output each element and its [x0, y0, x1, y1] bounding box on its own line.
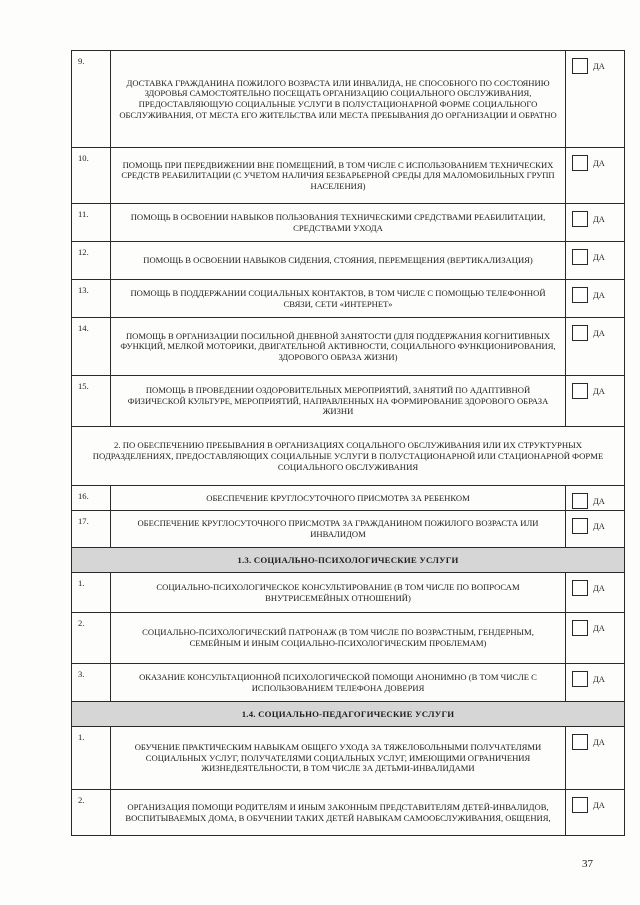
service-description: ПОМОЩЬ В ОСВОЕНИИ НАВЫКОВ СИДЕНИЯ, СТОЯНИЯ, ПЕРЕМЕЩЕНИЯ (ВЕРТИКАЛИЗАЦИЯ): [111, 242, 566, 280]
table-row: [72, 573, 625, 613]
service-description: ПОМОЩЬ В ПРОВЕДЕНИИ ОЗДОРОВИТЕЛЬНЫХ МЕРОПРИЯТИЙ, ЗАНЯТИЙ ПО АДАПТИВНОЙ ФИЗИЧЕСКОЙ КУЛЬТУРЕ, МЕРОПРИЯТИЙ, НАПРАВЛЕННЫХ НА ФОРМИРОВАНИЕ ЗДОРОВОГО ОБРАЗА ЖИЗНИ: [111, 376, 566, 427]
yes-option[interactable]: [566, 790, 625, 836]
yes-checkbox[interactable]: [572, 287, 588, 303]
row-number: 13.: [72, 280, 111, 318]
yes-checkbox[interactable]: [572, 620, 588, 636]
row-number: 17.: [72, 511, 111, 548]
yes-option[interactable]: [566, 376, 625, 427]
table-row: [72, 727, 625, 790]
yes-checkbox[interactable]: [572, 580, 588, 596]
row-number: 14.: [72, 318, 111, 376]
service-description: ПОМОЩЬ ПРИ ПЕРЕДВИЖЕНИИ ВНЕ ПОМЕЩЕНИЙ, В ТОМ ЧИСЛЕ С ИСПОЛЬЗОВАНИЕМ ТЕХНИЧЕСКИХ СРЕДСТВ РЕАБИЛИТАЦИИ (С УЧЕТОМ НАЛИЧИЯ БЕЗБАРЬЕРНОЙ СРЕДЫ ДЛЯ МАЛОМОБИЛЬНЫХ ГРУПП НАСЕЛЕНИЯ): [111, 148, 566, 204]
table-row: [72, 511, 625, 548]
yes-checkbox-label: ДА: [593, 800, 605, 810]
yes-checkbox-label: ДА: [593, 623, 605, 633]
yes-checkbox-label: ДА: [593, 328, 605, 338]
yes-checkbox[interactable]: [572, 211, 588, 227]
row-number: 16.: [72, 486, 111, 511]
yes-checkbox-label: ДА: [593, 674, 605, 684]
row-number: 1.: [72, 573, 111, 613]
yes-checkbox[interactable]: [572, 734, 588, 750]
subsection-heading: 2. ПО ОБЕСПЕЧЕНИЮ ПРЕБЫВАНИЯ В ОРГАНИЗАЦИЯХ СОЦАЛЬНОГО ОБСЛУЖИВАНИЯ ИЛИ ИХ СТРУКТУРНЫХ ПОДРАЗДЕЛЕНИЯХ, ПРЕДОСТАВЛЯЮЩИХ СОЦИАЛЬНЫЕ УСЛУГИ В ПОЛУСТАЦИОНАРНОЙ ИЛИ СТАЦИОНАРНОЙ ФОРМЕ СОЦИАЛЬНОГО ОБСЛУЖИВАНИЯ: [72, 427, 625, 486]
yes-checkbox[interactable]: [572, 383, 588, 399]
page-number: 37: [582, 858, 593, 870]
yes-checkbox-label: ДА: [593, 386, 605, 396]
table-row: [72, 280, 625, 318]
row-number: 2.: [72, 790, 111, 836]
yes-option[interactable]: [566, 242, 625, 280]
yes-checkbox-label: ДА: [593, 252, 605, 262]
yes-option[interactable]: [566, 148, 625, 204]
service-description: ПОМОЩЬ В ОСВОЕНИИ НАВЫКОВ ПОЛЬЗОВАНИЯ ТЕХНИЧЕСКИМИ СРЕДСТВАМИ РЕАБИЛИТАЦИИ, СРЕДСТВАМИ УХОДА: [111, 204, 566, 242]
yes-option[interactable]: [566, 486, 625, 511]
yes-option[interactable]: [566, 204, 625, 242]
service-description: ПОМОЩЬ В ОРГАНИЗАЦИИ ПОСИЛЬНОЙ ДНЕВНОЙ ЗАНЯТОСТИ (ДЛЯ ПОДДЕРЖАНИЯ КОГНИТИВНЫХ ФУНКЦИЙ, МЕЛКОЙ МОТОРИКИ, ДВИГАТЕЛЬНОЙ АКТИВНОСТИ, СОЦИАЛЬНОГО ФУНКЦИОНИРОВАНИЯ, ЗДОРОВОГО ОБРАЗА ЖИЗНИ): [111, 318, 566, 376]
yes-checkbox-label: ДА: [593, 583, 605, 593]
yes-checkbox[interactable]: [572, 325, 588, 341]
row-number: 1.: [72, 727, 111, 790]
yes-checkbox[interactable]: [572, 155, 588, 171]
yes-option[interactable]: [566, 664, 625, 702]
yes-option[interactable]: [566, 511, 625, 548]
service-description: ОБЕСПЕЧЕНИЕ КРУГЛОСУТОЧНОГО ПРИСМОТРА ЗА ГРАЖДАНИНОМ ПОЖИЛОГО ВОЗРАСТА ИЛИ ИНВАЛИДОМ: [111, 511, 566, 548]
yes-option[interactable]: [566, 573, 625, 613]
yes-option[interactable]: [566, 613, 625, 664]
yes-option[interactable]: [566, 727, 625, 790]
yes-checkbox[interactable]: [572, 58, 588, 74]
yes-option[interactable]: [566, 318, 625, 376]
table-row: [72, 664, 625, 702]
row-number: 12.: [72, 242, 111, 280]
table-row: [72, 242, 625, 280]
row-number: 10.: [72, 148, 111, 204]
table-row: [72, 376, 625, 427]
yes-option[interactable]: [566, 280, 625, 318]
yes-checkbox[interactable]: [572, 671, 588, 687]
yes-option[interactable]: [566, 51, 625, 148]
row-number: 2.: [72, 613, 111, 664]
section-header-row: [72, 702, 625, 727]
yes-checkbox-label: ДА: [593, 158, 605, 168]
row-number: 3.: [72, 664, 111, 702]
table-row: [72, 318, 625, 376]
row-number: 9.: [72, 51, 111, 148]
yes-checkbox-label: ДА: [593, 737, 605, 747]
yes-checkbox-label: ДА: [593, 496, 605, 506]
table-row: [72, 790, 625, 836]
service-description: ПОМОЩЬ В ПОДДЕРЖАНИИ СОЦИАЛЬНЫХ КОНТАКТОВ, В ТОМ ЧИСЛЕ С ПОМОЩЬЮ ТЕЛЕФОННОЙ СВЯЗИ, СЕТИ «ИНТЕРНЕТ»: [111, 280, 566, 318]
subsection-row: [72, 427, 625, 486]
service-description: СОЦИАЛЬНО-ПСИХОЛОГИЧЕСКИЙ ПАТРОНАЖ (В ТОМ ЧИСЛЕ ПО ВОЗРАСТНЫМ, ГЕНДЕРНЫМ, СЕМЕЙНЫМ И ИНЫМ СОЦИАЛЬНО-ПСИХОЛОГИЧЕСКИМ ПРОБЛЕМАМ): [111, 613, 566, 664]
service-description: ОРГАНИЗАЦИЯ ПОМОЩИ РОДИТЕЛЯМ И ИНЫМ ЗАКОННЫМ ПРЕДСТАВИТЕЛЯМ ДЕТЕЙ-ИНВАЛИДОВ, ВОСПИТЫВАЕМЫХ ДОМА, В ОБУЧЕНИИ ТАКИХ ДЕТЕЙ НАВЫКАМ САМООБСЛУЖИВАНИЯ, ОБЩЕНИЯ,: [111, 790, 566, 836]
table-row: [72, 51, 625, 148]
table-row: [72, 486, 625, 511]
yes-checkbox-label: ДА: [593, 214, 605, 224]
yes-checkbox-label: ДА: [593, 290, 605, 300]
yes-checkbox[interactable]: [572, 797, 588, 813]
section-heading: 1.3. СОЦИАЛЬНО-ПСИХОЛОГИЧЕСКИЕ УСЛУГИ: [72, 548, 625, 573]
service-description: ДОСТАВКА ГРАЖДАНИНА ПОЖИЛОГО ВОЗРАСТА ИЛИ ИНВАЛИДА, НЕ СПОСОБНОГО ПО СОСТОЯНИЮ ЗДОРОВЬЯ САМОСТОЯТЕЛЬНО ПОСЕЩАТЬ ОРГАНИЗАЦИЮ СОЦИАЛЬНОГО ОБСЛУЖИВАНИЯ, ПРЕДОСТАВЛЯЮЩУЮ СОЦИАЛЬНЫЕ УСЛУГИ В ПОЛУСТАЦИОНАРНОЙ ФОРМЕ СОЦИАЛЬНОГО ОБСЛУЖИВАНИЯ, ОТ МЕСТА ЕГО ЖИТЕЛЬСТВА ИЛИ МЕСТА ПРЕБЫВАНИЯ ДО ОРГАНИЗАЦИИ И ОБРАТНО: [111, 51, 566, 148]
services-table: [71, 50, 625, 836]
service-description: ОКАЗАНИЕ КОНСУЛЬТАЦИОННОЙ ПСИХОЛОГИЧЕСКОЙ ПОМОЩИ АНОНИМНО (В ТОМ ЧИСЛЕ С ИСПОЛЬЗОВАНИЕМ ТЕЛЕФОНА ДОВЕРИЯ: [111, 664, 566, 702]
yes-checkbox[interactable]: [572, 249, 588, 265]
table-row: [72, 148, 625, 204]
yes-checkbox-label: ДА: [593, 61, 605, 71]
yes-checkbox[interactable]: [572, 493, 588, 509]
table-row: [72, 613, 625, 664]
service-description: СОЦИАЛЬНО-ПСИХОЛОГИЧЕСКОЕ КОНСУЛЬТИРОВАНИЕ (В ТОМ ЧИСЛЕ ПО ВОПРОСАМ ВНУТРИСЕМЕЙНЫХ ОТНОШЕНИЙ): [111, 573, 566, 613]
section-header-row: [72, 548, 625, 573]
yes-checkbox[interactable]: [572, 518, 588, 534]
service-description: ОБУЧЕНИЕ ПРАКТИЧЕСКИМ НАВЫКАМ ОБЩЕГО УХОДА ЗА ТЯЖЕЛОБОЛЬНЫМИ ПОЛУЧАТЕЛЯМИ СОЦИАЛЬНЫХ УСЛУГ, ПОЛУЧАТЕЛЯМИ СОЦИАЛЬНЫХ УСЛУГ, ИМЕЮЩИМИ ОГРАНИЧЕНИЯ ЖИЗНЕДЕЯТЕЛЬНОСТИ, В ТОМ ЧИСЛЕ ЗА ДЕТЬМИ-ИНВАЛИДАМИ: [111, 727, 566, 790]
row-number: 11.: [72, 204, 111, 242]
services-table-body: [72, 51, 625, 836]
section-heading: 1.4. СОЦИАЛЬНО-ПЕДАГОГИЧЕСКИЕ УСЛУГИ: [72, 702, 625, 727]
table-row: [72, 204, 625, 242]
yes-checkbox-label: ДА: [593, 521, 605, 531]
service-description: ОБЕСПЕЧЕНИЕ КРУГЛОСУТОЧНОГО ПРИСМОТРА ЗА РЕБЕНКОМ: [111, 486, 566, 511]
row-number: 15.: [72, 376, 111, 427]
